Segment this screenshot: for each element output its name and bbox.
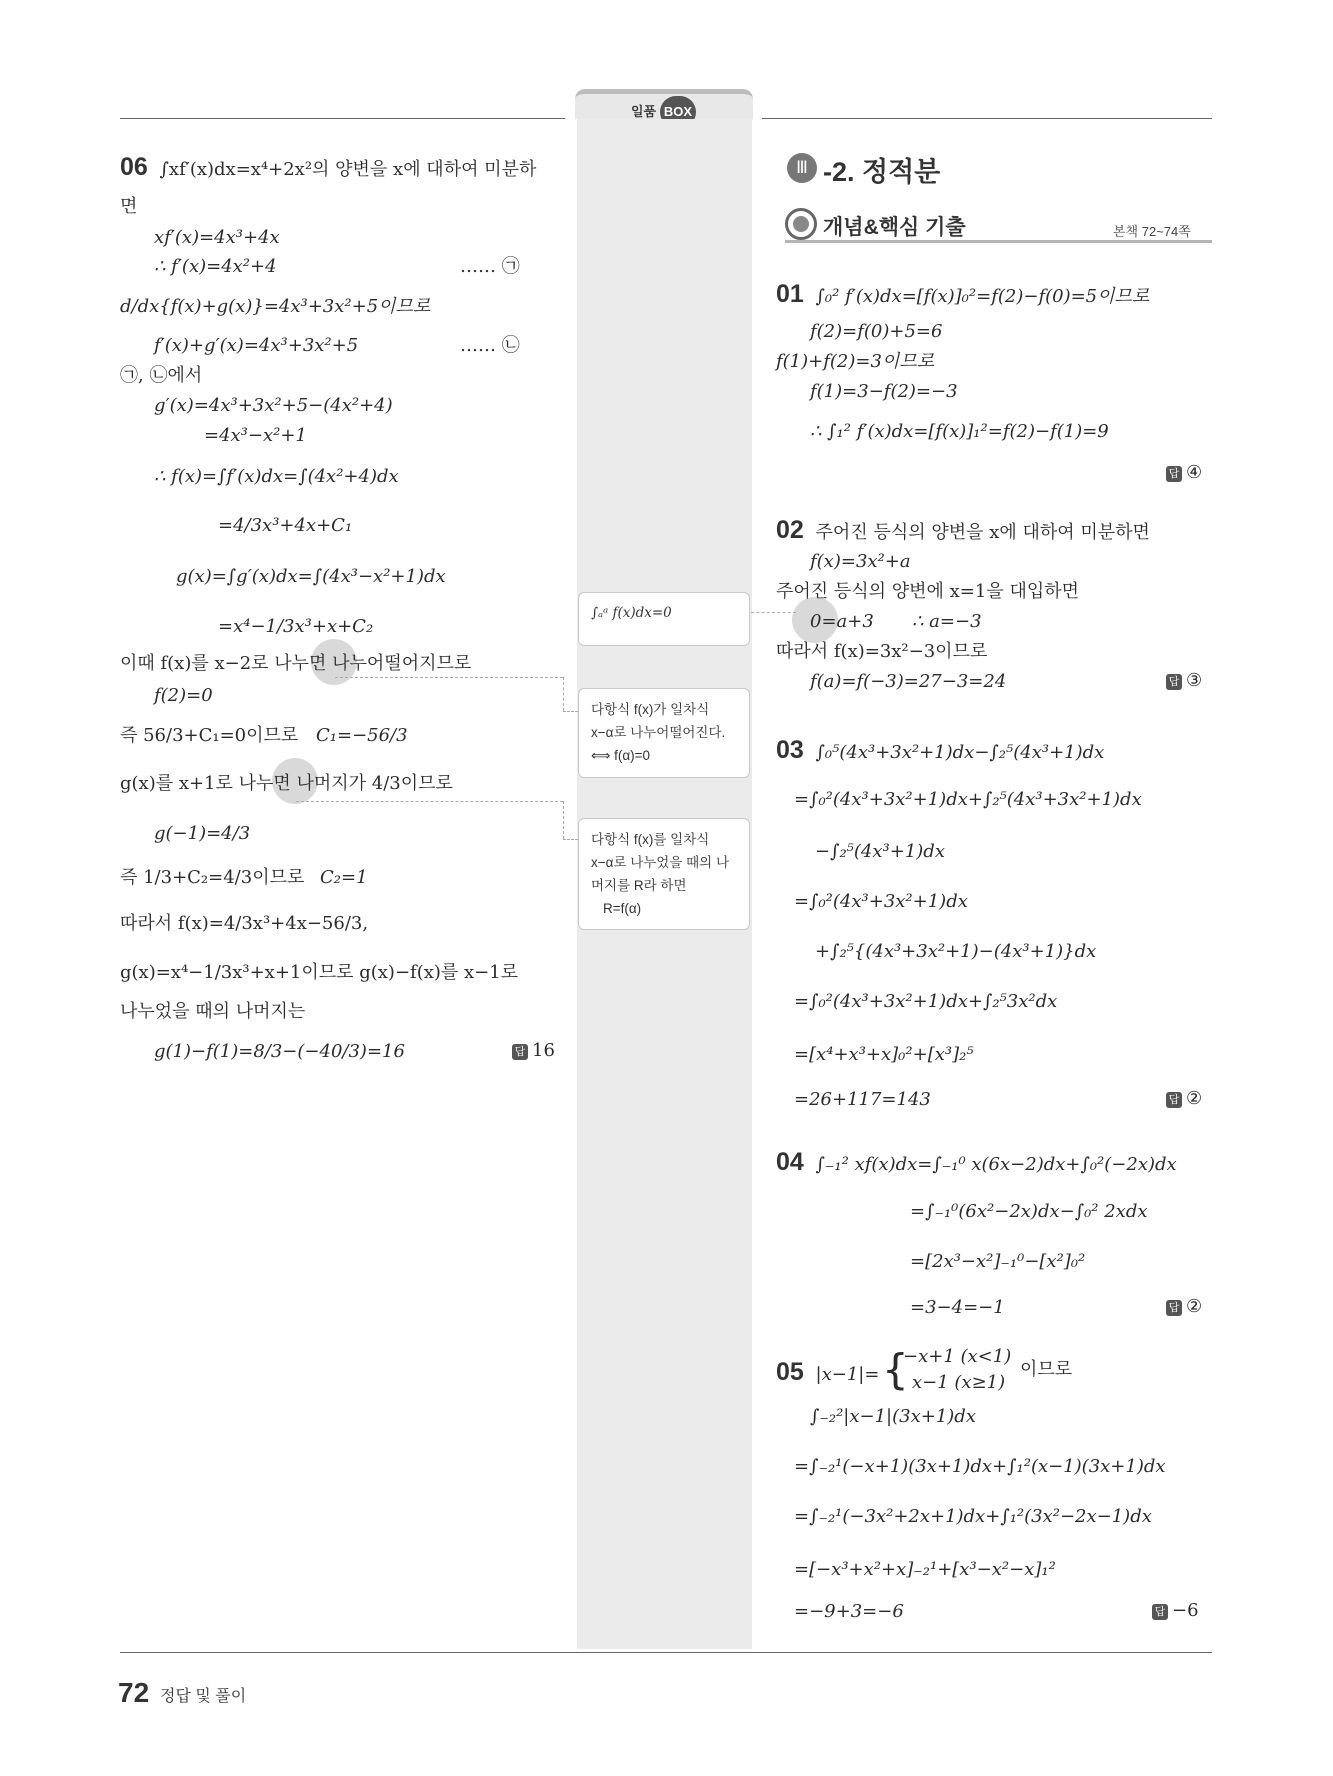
q05-line-1 xyxy=(776,1360,879,1387)
header-rule-right xyxy=(762,118,1212,119)
q06-text-10: ∴ f(x)=∫f′(x)dx=∫(4x²+4)dx xyxy=(154,466,399,487)
q04-line-1 xyxy=(776,1150,1177,1177)
q02-text-6: f(a)=f(−3)=27−3=24 xyxy=(810,671,1007,692)
q06-mark-a: …… ㉠ xyxy=(460,256,520,277)
q06-mark-b: …… ㉡ xyxy=(460,335,520,356)
section-badge: Ⅲ xyxy=(787,153,817,183)
q04-text-4: =3−4=−1 xyxy=(910,1297,1005,1318)
page-number: 72 xyxy=(118,1677,150,1708)
note-factor-line-2: x−α로 나누어떨어진다. xyxy=(591,725,726,740)
note-integral-zero-text: ∫ₐᵃ f(x)dx=0 xyxy=(591,605,672,621)
box-tab-badge: BOX xyxy=(660,96,696,128)
q06-text-16: 즉 56/3+C₁=0이므로 xyxy=(120,725,299,746)
connector-line xyxy=(751,612,796,613)
q03-text-1: ∫₀⁵(4x³+3x²+1)dx−∫₂⁵(4x³+1)dx xyxy=(815,742,1105,763)
q06-text-20: 따라서 f(x)=4/3x³+4x−56/3, xyxy=(120,913,369,934)
q01-text-2: f(2)=f(0)+5=6 xyxy=(810,321,943,342)
q06-answer xyxy=(512,1040,555,1061)
connector-line xyxy=(335,677,563,678)
q01-text-1: ∫₀² f′(x)dx=[f(x)]₀²=f(2)−f(0)=5이므로 xyxy=(815,286,1150,307)
q06-answer-value: 16 xyxy=(532,1040,555,1061)
answer-icon: 답 xyxy=(1152,1604,1168,1620)
q01-text-3: f(1)+f(2)=3이므로 xyxy=(776,351,935,372)
q02-text-4b: ∴ a=−3 xyxy=(912,611,982,632)
q06-text-11: =4/3x³+4x+C₁ xyxy=(218,515,353,536)
q02-text-5: 따라서 f(x)=3x²−3이므로 xyxy=(776,641,988,662)
connector-line xyxy=(563,677,564,711)
box-tab-label: 일품 xyxy=(631,104,657,119)
q06-text-12: g(x)=∫g′(x)dx=∫(4x³−x²+1)dx xyxy=(176,566,446,587)
connector-line xyxy=(296,801,563,802)
q05-text-1c: x−1 (x≥1) xyxy=(912,1372,1006,1393)
note-factor-theorem xyxy=(578,688,750,778)
answer-icon: 답 xyxy=(512,1044,528,1060)
q04-text-1: ∫₋₁² xf(x)dx=∫₋₁⁰ x(6x−2)dx+∫₀²(−2x)dx xyxy=(815,1154,1177,1175)
answer-icon: 답 xyxy=(1166,466,1182,482)
q06-text-13: =x⁴−1/3x³+x+C₂ xyxy=(218,616,374,637)
q03-text-7: =[x⁴+x³+x]₀²+[x³]₂⁵ xyxy=(794,1044,974,1065)
q06-text-4: ∴ f′(x)=4x²+4 xyxy=(154,256,277,277)
q05-text-6: =−9+3=−6 xyxy=(794,1601,904,1622)
answer-icon: 답 xyxy=(1166,674,1182,690)
q01-line-1 xyxy=(776,282,1149,309)
q02-text-4: 0=a+3 xyxy=(810,611,874,632)
q06-text-18: g(−1)=4/3 xyxy=(154,823,251,844)
q02-answer xyxy=(1166,670,1202,691)
q04-text-2: =∫₋₁⁰(6x²−2x)dx−∫₀² 2xdx xyxy=(910,1201,1148,1222)
q03-answer-value: ② xyxy=(1186,1088,1203,1109)
note-integral-zero xyxy=(578,592,750,646)
connector-line xyxy=(563,711,578,712)
q03-line-1 xyxy=(776,738,1104,765)
q02-text-3: 주어진 등식의 양변에 x=1을 대입하면 xyxy=(776,581,1080,602)
q01-number: 01 xyxy=(776,280,804,308)
note-remainder-line-4: R=f(α) xyxy=(603,901,642,916)
q06-text-14: 이때 f(x)를 x−2로 나누면 나누어떨어지므로 xyxy=(120,653,472,674)
note-remainder-line-3: 머지를 R라 하면 xyxy=(591,878,687,893)
q02-answer-value: ③ xyxy=(1186,670,1203,691)
q02-text-1: 주어진 등식의 양변을 x에 대하여 미분하면 xyxy=(815,522,1150,543)
section-title: -2. 정적분 xyxy=(823,157,941,187)
q01-answer xyxy=(1166,462,1202,483)
footer-rule xyxy=(120,1652,1212,1653)
q05-answer xyxy=(1152,1600,1199,1621)
q02-number: 02 xyxy=(776,516,804,544)
q05-answer-value: −6 xyxy=(1172,1600,1199,1621)
note-factor-line-3: ⟺ f(α)=0 xyxy=(591,748,651,763)
q03-answer xyxy=(1166,1088,1202,1109)
page-label: 정답 및 풀이 xyxy=(160,1688,247,1705)
q01-text-5: ∴ ∫₁² f′(x)dx=[f(x)]₁²=f(2)−f(1)=9 xyxy=(810,421,1109,442)
q05-number: 05 xyxy=(776,1358,804,1386)
q05-text-3: =∫₋₂¹(−x+1)(3x+1)dx+∫₁²(x−1)(3x+1)dx xyxy=(794,1456,1166,1477)
q04-number: 04 xyxy=(776,1148,804,1176)
note-remainder-theorem xyxy=(578,818,750,930)
q06-text-16b: C₁=−56/3 xyxy=(316,725,408,746)
q05-text-5: =[−x³+x²+x]₋₂¹+[x³−x²−x]₁² xyxy=(794,1559,1056,1580)
answer-icon: 답 xyxy=(1166,1092,1182,1108)
concept-title: 개념&핵심 기출 xyxy=(823,216,966,239)
q06-text-15: f(2)=0 xyxy=(154,685,213,706)
note-remainder-line-2: x−α로 나누었을 때의 나 xyxy=(591,855,730,870)
q06-text-9: =4x³−x²+1 xyxy=(204,425,307,446)
q06-text-17: g(x)를 x+1로 나누면 나머지가 4/3이므로 xyxy=(120,773,453,794)
q03-text-6: =∫₀²(4x³+3x²+1)dx+∫₂⁵3x²dx xyxy=(794,991,1058,1012)
q06-text-19: 즉 1/3+C₂=4/3이므로 xyxy=(120,867,305,888)
q05-text-1d: 이므로 xyxy=(1020,1359,1073,1380)
q06-text-8: g′(x)=4x³+3x²+5−(4x²+4) xyxy=(154,395,393,416)
q06-number: 06 xyxy=(120,153,148,181)
connector-line xyxy=(563,839,578,840)
q06-text-22: 나누었을 때의 나머지는 xyxy=(120,1001,306,1022)
q06-text-21: g(x)=x⁴−1/3x³+x+1이므로 g(x)−f(x)를 x−1로 xyxy=(120,962,519,983)
note-factor-line-1: 다항식 f(x)가 일차식 xyxy=(591,702,710,717)
q05-text-1a: |x−1|= xyxy=(815,1364,880,1385)
q02-line-1 xyxy=(776,518,1150,545)
q06-text-1: ∫xf′(x)dx=x⁴+2x²의 양변을 x에 대하여 미분하 xyxy=(159,159,537,180)
q03-text-2: =∫₀²(4x³+3x²+1)dx+∫₂⁵(4x³+3x²+1)dx xyxy=(794,789,1142,810)
q03-text-3: −∫₂⁵(4x³+1)dx xyxy=(815,841,945,862)
q03-text-8: =26+117=143 xyxy=(794,1089,931,1110)
q06-text-23: g(1)−f(1)=8/3−(−40/3)=16 xyxy=(154,1041,405,1062)
q03-text-5: +∫₂⁵{(4x³+3x²+1)−(4x³+1)}dx xyxy=(815,941,1097,962)
header-rule-left xyxy=(120,118,565,119)
q06-text-7: ㉠, ㉡에서 xyxy=(120,365,203,386)
q06-text-5: d/dx{f(x)+g(x)}=4x³+3x²+5이므로 xyxy=(120,296,431,317)
q05-text-4: =∫₋₂¹(−3x²+2x+1)dx+∫₁²(3x²−2x−1)dx xyxy=(794,1506,1152,1527)
q01-text-4: f(1)=3−f(2)=−3 xyxy=(810,381,958,402)
q06-text-19b: C₂=1 xyxy=(320,867,368,888)
concept-icon-inner xyxy=(793,216,809,232)
q04-answer-value: ② xyxy=(1186,1296,1203,1317)
q04-text-3: =[2x³−x²]₋₁⁰−[x²]₀² xyxy=(910,1251,1086,1272)
note-remainder-line-1: 다항식 f(x)를 일차식 xyxy=(591,832,710,847)
q05-text-2: ∫₋₂²|x−1|(3x+1)dx xyxy=(810,1406,976,1427)
q06-text-6: f′(x)+g′(x)=4x³+3x²+5 xyxy=(154,335,359,356)
q03-number: 03 xyxy=(776,736,804,764)
concept-reference: 본책 72~74쪽 xyxy=(1113,224,1191,239)
q03-text-4: =∫₀²(4x³+3x²+1)dx xyxy=(794,891,968,912)
q02-text-2: f(x)=3x²+a xyxy=(810,551,911,572)
q04-answer xyxy=(1166,1296,1202,1317)
q06-line xyxy=(120,155,536,182)
q01-answer-value: ④ xyxy=(1186,462,1203,483)
q05-brace: { xyxy=(882,1345,909,1394)
q06-text-2: 면 xyxy=(120,196,138,217)
answer-icon: 답 xyxy=(1166,1300,1182,1316)
q05-text-1b: −x+1 (x<1) xyxy=(903,1346,1012,1367)
q06-text-3: xf′(x)=4x³+4x xyxy=(154,227,280,248)
connector-line xyxy=(563,801,564,839)
